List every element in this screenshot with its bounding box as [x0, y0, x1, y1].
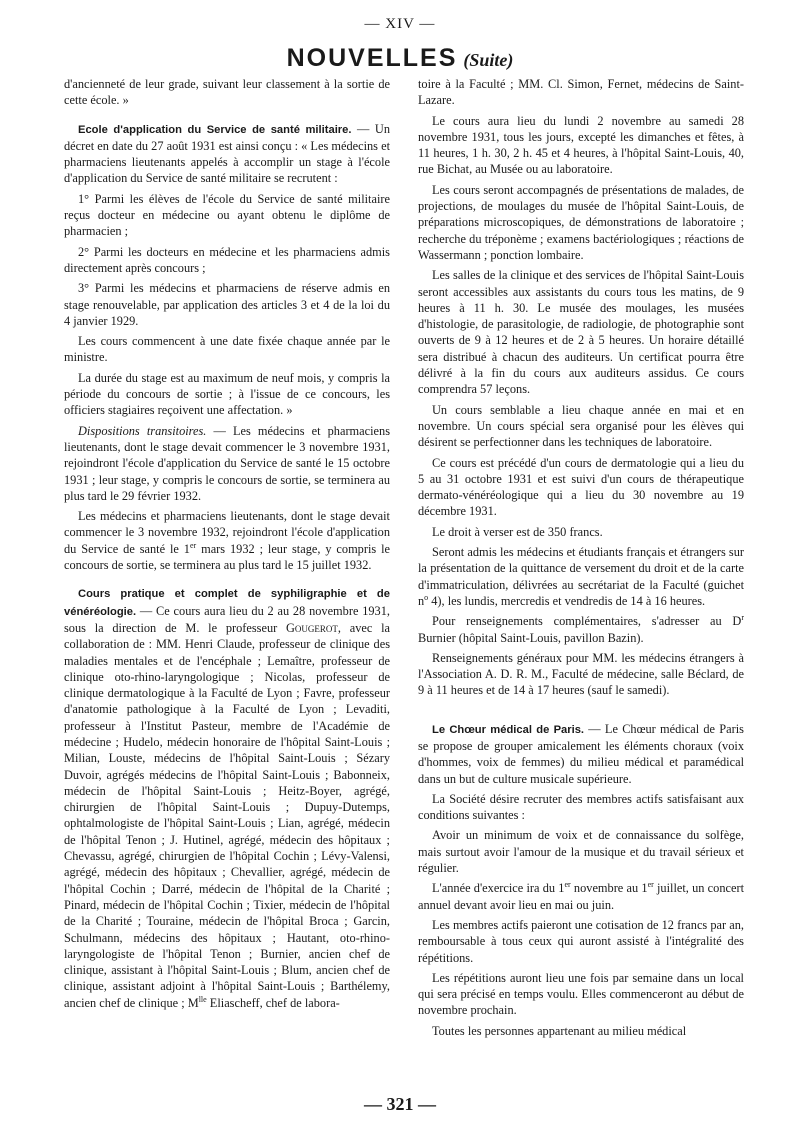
paragraph: toire à la Faculté ; MM. Cl. Simon, Fernet, médecins de Saint-Lazare. — [418, 77, 744, 108]
paragraph — [64, 508, 390, 573]
paragraph-text: — Un décret en date du 27 août 1931 est ainsi conçu : « Les médecins et pharmaciens lieutenants appelés à accomplir un stage à l'école d'application du Service de santé militaire se recrutent : — [64, 121, 390, 186]
page-title — [0, 44, 800, 73]
paragraph: La durée du stage est au maximum de neuf mois, y compris la période du concours de sortie ; à l'issue de ce concours, les officiers stagiaires reçoivent une affectation. » — [64, 370, 390, 418]
paragraph: La Société désire recruter des membres actifs satisfaisant aux conditions suivantes : — [418, 791, 744, 823]
text: Les médecins et pharmaciens lieutenants, dont le stage devait commencer le 3 novembre 1932, rejoindront l'école d'application du Service de santé le 1 — [64, 509, 390, 556]
text: — Ce cours aura lieu du 2 au 28 novembre 1931, sous la direction de M. le professeur — [64, 603, 390, 635]
text: Pour renseignements complémentaires, s'adresser au D — [432, 614, 742, 629]
paragraph: Renseignements généraux pour MM. les médecins étrangers à l'Association A. D. R. M., Faculté de médecine, salle Béclard, de 9 à 11 heures et de 14 à 17 heures (sauf le samedi). — [418, 650, 744, 698]
title-suffix: (Suite) — [463, 50, 514, 70]
paragraph — [418, 880, 744, 913]
folio: — XIV — — [364, 16, 436, 32]
paragraph: d'ancienneté de leur grade, suivant leur classement à la sortie de cette école. » — [64, 77, 390, 108]
superscript: r — [741, 613, 744, 623]
paragraph-dispositions — [64, 423, 390, 504]
paragraph: Un cours semblable a lieu chaque année en mai et en novembre. Un cours spécial sera organisé pour les élèves qui désirent se perfectionner dans les techniques de laboratoire. — [418, 402, 744, 450]
small-caps-name: Gougerot — [285, 620, 338, 635]
paragraph: Le droit à verser est de 350 francs. — [432, 524, 603, 539]
text: novembre au 1 — [570, 881, 648, 896]
superscript: lle — [198, 994, 207, 1004]
section-heading: Ecole d'application du Service de santé militaire. — [78, 123, 352, 136]
left-column — [64, 76, 390, 1043]
paragraph: Les cours commencent à une date fixée chaque année par le ministre. — [64, 334, 390, 365]
paragraph: Ce cours est précédé d'un cours de dermatologie qui a lieu du 5 au 31 octobre 1931 et est suivi d'un cours de thérapeutique dermato-vénéréologique qui a lieu du 30 novembre au 19 décembre 1931. — [418, 455, 744, 519]
paragraph-text: — Le Chœur médical de Paris se propose de grouper amicalement les éléments choraux (voix d'hommes, voix de femmes) du milieu médical et paramédical dans un but de culture musicale supérieure. — [418, 721, 744, 786]
text: Seront admis les médecins et étudiants français et étrangers sur la présentation de la quittance de versement du droit et de la carte d'immatriculation, délivrées au secrétariat de la Faculté (guichet n — [418, 545, 744, 608]
superscript: er — [189, 540, 197, 550]
paragraph: 1° Parmi les élèves de l'école du Service de santé militaire reçus docteur en médecine ou ayant obtenu le diplôme de pharmacien ; — [64, 191, 390, 239]
superscript: er — [647, 880, 654, 890]
section-syphiligraphie — [64, 585, 390, 1011]
text: Eliascheff, chef de labora- — [206, 995, 340, 1010]
paragraph: Les répétitions auront lieu une fois par semaine dans un local qui sera précisé en temps voulu. Elles commenceront au début de novembre prochain. — [418, 970, 744, 1018]
text: mars 1932 ; leur stage, y compris le concours de sortie, se terminera au plus tard le 15 juillet 1932. — [64, 541, 390, 573]
paragraph-text: — Les médecins et pharmaciens lieutenants, dont le stage devait commencer le 3 novembre 1931, rejoindront l'école d'application du Service de santé le 15 octobre 1931 ; leur stage, y compris le concours de sortie, se terminera au plus tard le 29 février 1932. — [64, 423, 391, 503]
paragraph: 2° Parmi les docteurs en médecine et les pharmaciens admis directement après concours ; — [64, 244, 390, 275]
paragraph: Les membres actifs paieront une cotisation de 12 francs par an, remboursable à tous ceux qui auront assisté à l'intégralité des répétitions. — [418, 917, 744, 965]
paragraph — [418, 544, 744, 609]
paragraph: Les cours seront accompagnés de présentations de malades, de projections, de moulages du musée de l'hôpital Saint-Louis, de préparations microscopiques, de démonstrations de laboratoire ; recherche du tréponème ; examens bactériologiques ; réactions de Wassermann ; ponction lombaire. — [418, 182, 744, 262]
superscript: er — [564, 880, 571, 890]
text: Burnier (hôpital Saint-Louis, pavillon Bazin). — [418, 630, 644, 645]
paragraph: Toutes les personnes appartenant au milieu médical — [432, 1023, 687, 1038]
text: L'année d'exercice ira du 1 — [432, 881, 565, 896]
italic-lead: Dispositions transitoires. — [78, 423, 207, 438]
paragraph: Le cours aura lieu du lundi 2 novembre au samedi 28 novembre 1931, tous les jours, excepté les dimanches et fêtes, à 11 heures, 1 h. 30, 2 h. 45 et 4 heures, à l'hôpital Saint-Louis, 40, rue Bichat, au Musée ou au laboratoire. — [418, 113, 744, 177]
section-ecole-application — [64, 121, 390, 187]
text: juillet, un concert annuel devant avoir lieu en mai ou juin. — [418, 881, 744, 912]
section-choeur-medical — [418, 721, 744, 787]
paragraph: Les salles de la clinique et des services de l'hôpital Saint-Louis seront accessibles aux assistants du cours tous les matins, de 9 heures à 11 h. 30. Le musée des moulages, les musées d'histologie, de parasitologie, de radiologie, de photographie sont ouverts de 9 à 12 heures et de 2 à 5 heures. Un horaire détaillé sera distribué à chacun des auditeurs. Un certificat pourra être délivré à la fin du cours aux auditeurs assidus. Ce cours comprendra 57 leçons. — [418, 268, 744, 397]
text: , avec la collaboration de : MM. Henri Claude, professeur de clinique des maladies mentales et de l'encéphale ; Lemaître, professeur de clinique oto-rhino-laryngologique ; Nicolas, professeur de clinique dermatologique à la Faculté de Lyon ; Favre, professeur d'anatomie pathologique à la Faculté de Lyon ; Levaditi, professeur à l'Institut Pasteur, membre de l'Académie de médecine ; Hudelo, médecin honoraire de l'hôpital Saint-Louis ; Milian, Louste, médecins de l'hôpital Saint-Louis ; Sézary Duvoir, agrégés médecins de l'hôpital Saint-Louis ; Babonneix, médecin de l'hôpital Saint-Louis ; Heitz-Boyer, agrégé, chirurgien de l'hôpital Saint-Louis ; Dupuy-Dutemps, ophtalmologiste de l'hôpital Saint-Louis ; Lian, agrégé, médecin de l'hôpital Tenon ; J. Hutinel, agrégé, médecin des hôpitaux ; Chevassu, agrégé, chirurgien de l'hôpital Cochin ; Lévy-Valensi, agrégé, médecin des hôpitaux ; Chevallier, agrégé, médecin de l'hôpital Cochin ; Darré, médecin de l'hôpital de la Charité ; Pinard, médecin de l'hôpital Cochin ; Tixier, médecin de l'hôpital de la Charité ; Touraine, médecin de l'hôpital Broca ; Garcin, Schulmann, médecins des hôpitaux ; Hautant, oto-rhino-laryngologiste de l'hôpital Tenon ; Burnier, ancien chef de clinique, assistant à l'hôpital Saint-Louis ; Blum, ancien chef de clinique, assistant adjoint à l'hôpital Saint-Louis ; Barthélemy, ancien chef de clinique ; M — [64, 620, 390, 1010]
paragraph: Avoir un minimum de voix et de connaissance du solfège, mais surtout avoir l'amour de la musique et du travail sérieux et régulier. — [418, 828, 744, 876]
text: 4), les lundis, mercredis et vendredis de 14 à 16 heures. — [428, 593, 706, 608]
section-heading: Le Chœur médical de Paris. — [432, 723, 585, 736]
section-heading: Cours pratique et complet de syphiligraphie et de vénéréologie. — [64, 588, 390, 618]
columns — [64, 76, 744, 1043]
page-number: — 321 — — [364, 1094, 436, 1114]
superscript: o — [424, 592, 429, 602]
title-main: NOUVELLES — [286, 44, 458, 72]
paragraph: 3° Parmi les médecins et pharmaciens de réserve admis en stage renouvelable, par application des articles 3 et 4 de la loi du 4 janvier 1929. — [64, 281, 390, 328]
paragraph — [418, 613, 744, 646]
right-column — [418, 76, 744, 1043]
